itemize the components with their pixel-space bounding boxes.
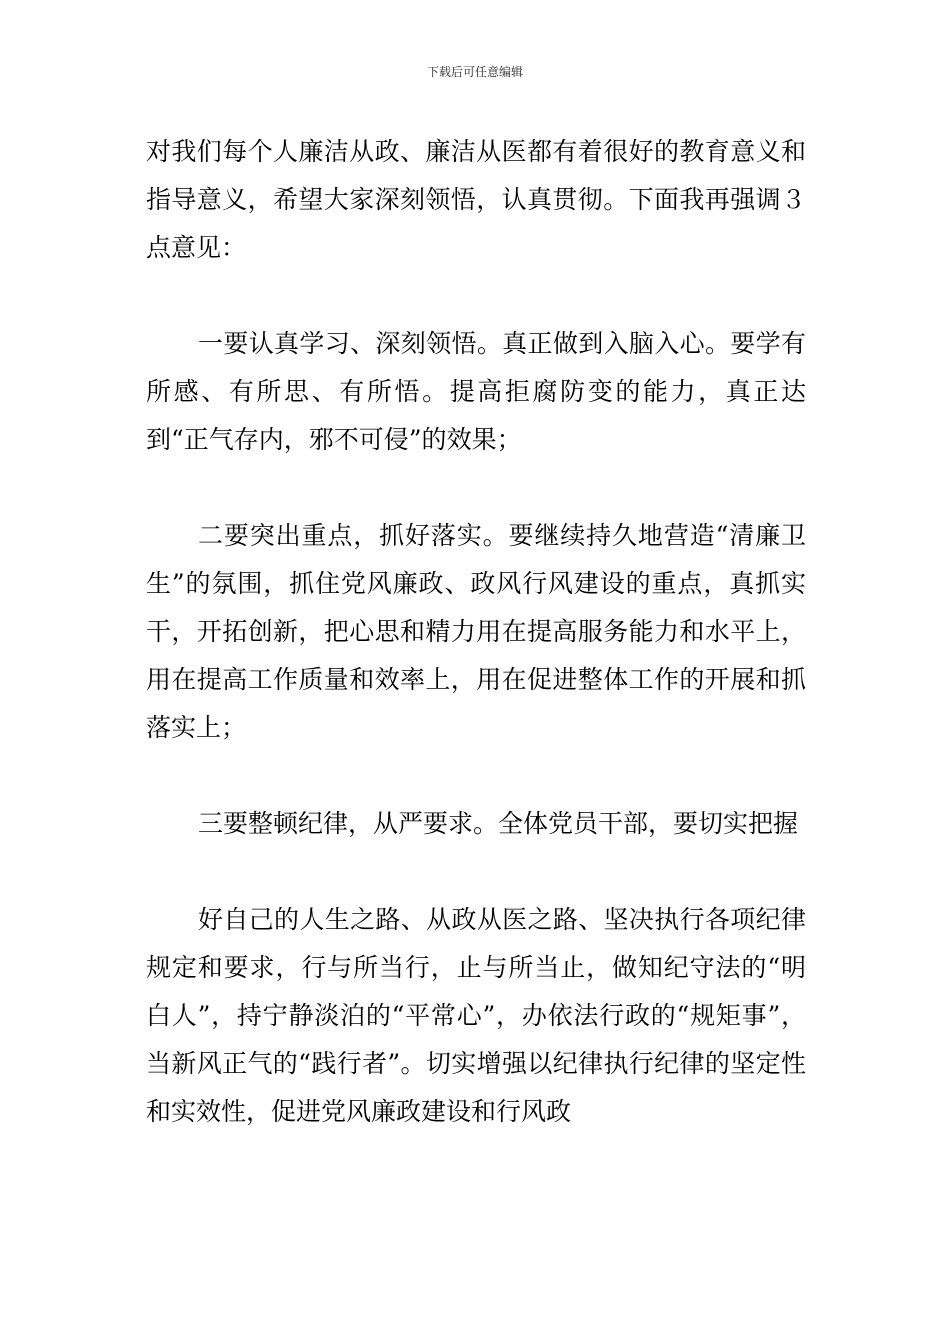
- paragraph-point-two: 二要突出重点，抓好落实。要继续持久地营造“清廉卫生”的氛围，抓住党风廉政、政风行风建设的重点，真抓实干，开拓创新，把心思和精力用在提高服务能力和水平上，用在提高工作质量和效率上，用在促进整体工作的开展和抓落实上；: [146, 521, 806, 742]
- paragraph-gap: [146, 752, 806, 800]
- page-header: 下载后可任意编辑: [426, 65, 523, 79]
- paragraph-gap: [146, 272, 806, 320]
- paragraph-gap: [146, 848, 806, 896]
- paragraph-gap: [146, 464, 806, 512]
- paragraph-point-three: 三要整顿纪律，从严要求。全体党员干部，要切实把握: [198, 809, 799, 838]
- paragraph-continuation: 好自己的人生之路、从政从医之路、坚决执行各项纪律规定和要求，行与所当行，止与所当止，做知纪守法的“明白人”，持宁静淡泊的“平常心”，办依法行政的“规矩事”，当新风正气的“践行者”。切实增强以纪律执行纪律的坚定性和实效性，促进党风廉政建设和行风政: [146, 905, 806, 1126]
- paragraph-intro: 对我们每个人廉洁从政、廉洁从医都有着很好的教育意义和指导意义，希望大家深刻领悟，认真贯彻。下面我再强调３点意见：: [146, 137, 806, 262]
- document-body: [146, 128, 806, 1136]
- paragraph-point-one: 一要认真学习、深刻领悟。真正做到入脑入心。要学有所感、有所思、有所悟。提高拒腐防变的能力，真正达到“正气存内，邪不可侵”的效果；: [146, 329, 806, 454]
